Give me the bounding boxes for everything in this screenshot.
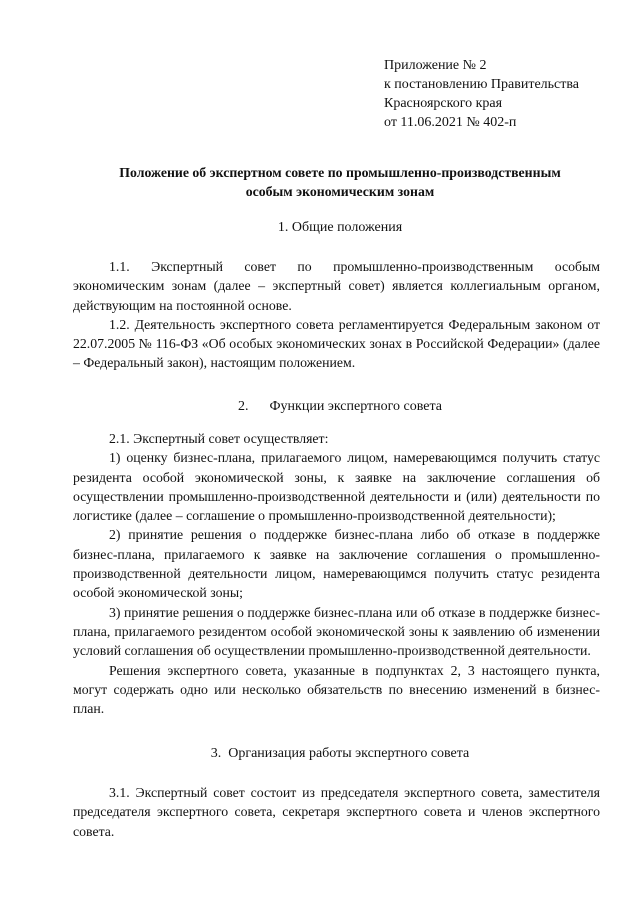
list-item-2-1-3: 3) принятие решения о поддержке бизнес-плана или об отказе в поддержке бизнес-плана, прилагаемого резидентом особой экономической зоны к заявлению об изменении условий соглашения об осуществлении промышленно-производственной деятельности. [73, 604, 600, 659]
section-3-heading-text: 3. Организация работы экспертного совета [210, 746, 470, 761]
paragraph-2-1: 2.1. Экспертный совет осуществляет: [109, 431, 329, 446]
annex-date-number: от 11.06.2021 № 402-п [384, 115, 517, 130]
annex-region: Красноярского края [384, 96, 503, 111]
section-2-heading-text: 2. Функции экспертного совета [238, 399, 442, 414]
list-item-2-1-1: 1) оценку бизнес-плана, прилагаемого лицом, намеревающимся получить статус резидента особой экономической зоны, к заявке на заключение соглашения об осуществлении промышленно-производственной деятельности и (или) деятельности по логистике (далее – соглашение о промышленно-производственной деятельности); [73, 450, 600, 524]
paragraph-1-2: 1.2. Деятельность экспертного совета регламентируется Федеральным законом от 22.07.2005 № 116-ФЗ «Об особых экономических зонах в Российской Федерации» (далее – Федеральный закон), настоящим положением. [73, 316, 600, 371]
annex-decree-ref: к постановлению Правительства [384, 77, 580, 92]
section-2-body [73, 429, 600, 718]
section-1-body [73, 257, 600, 373]
paragraph-1-1: 1.1. Экспертный совет по промышленно-производственным особым экономическим зонам (далее – экспертный совет) является коллегиальным органом, действующим на постоянной основе. [73, 259, 600, 313]
annex-block [384, 56, 579, 132]
section-3-heading [40, 744, 640, 763]
list-item-2-1-2: 2) принятие решения о поддержке бизнес-плана либо об отказе в поддержке бизнес-плана, прилагаемого к заявке на заключение соглашения о промышленно-производственной деятельности лицом, намеревающимся получить статус резидента особой экономической зоны; [73, 527, 600, 601]
document-title [40, 163, 640, 201]
paragraph-2-decisions: Решения экспертного совета, указанные в подпунктах 2, 3 настоящего пункта, могут содержать одно или несколько обязательств по внесению изменений в бизнес-план. [73, 662, 600, 717]
annex-number: Приложение № 2 [384, 58, 487, 73]
section-1-heading: 1. Общие положения [277, 220, 403, 235]
title-line-2: особым экономическим зонам [245, 184, 435, 199]
section-3-body [73, 783, 600, 841]
section-2-heading [40, 397, 640, 416]
paragraph-3-1: 3.1. Экспертный совет состоит из председателя экспертного совета, заместителя председателя экспертного совета, секретаря экспертного совета и членов экспертного совета. [73, 785, 600, 839]
title-line-1: Положение об экспертном совете по промышленно-производственным [119, 165, 561, 180]
